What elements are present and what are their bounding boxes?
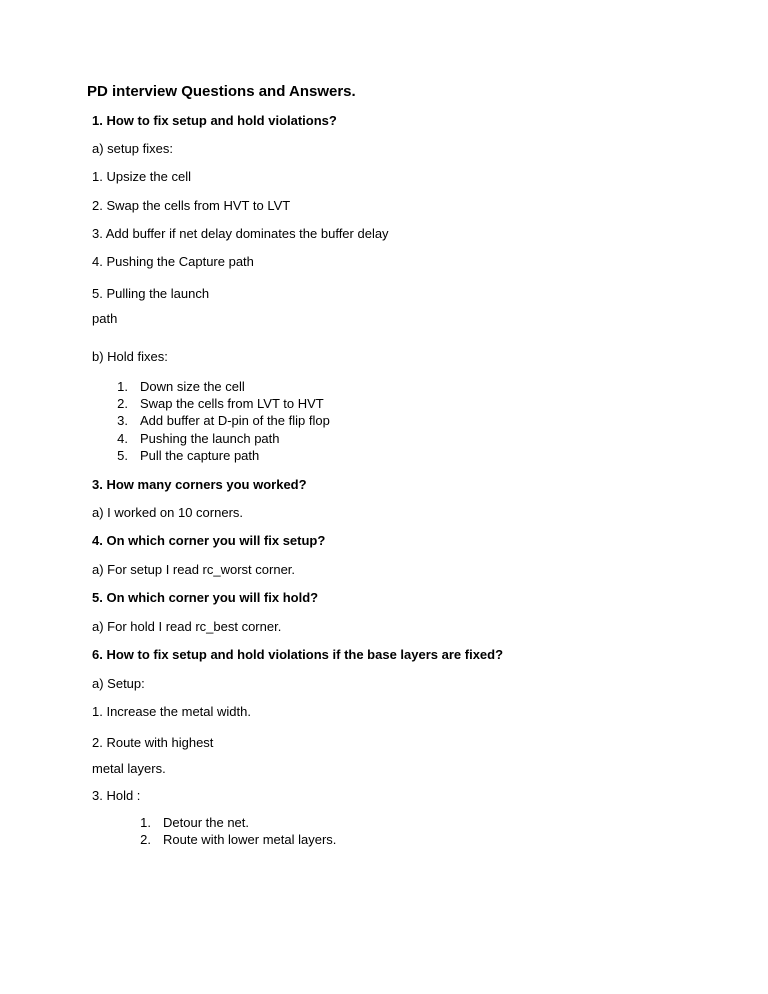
setup-fix-item: 4. Pushing the Capture path [92,254,254,269]
hold-fixes-heading: b) Hold fixes: [92,349,168,364]
question-3: 3. How many corners you worked? [92,477,307,492]
list-number: 2. [117,396,128,411]
question-1: 1. How to fix setup and hold violations? [92,113,337,128]
setup-fix-item: path [92,311,118,326]
list-number: 2. [140,832,151,847]
list-item: Pushing the launch path [140,431,280,446]
answer-6-item: 3. Hold : [92,788,141,803]
setup-fixes-heading: a) setup fixes: [92,141,173,156]
answer-5: a) For hold I read rc_best corner. [92,619,282,634]
answer-3: a) I worked on 10 corners. [92,505,244,520]
list-number: 1. [140,815,151,830]
setup-fix-item: 5. Pulling the launch [92,286,210,301]
list-item: Detour the net. [163,815,249,830]
answer-6-item: 2. Route with highest [92,735,214,750]
page-title: PD interview Questions and Answers. [87,83,356,100]
list-item: Down size the cell [140,379,245,394]
question-6: 6. How to fix setup and hold violations if the base layers are fixed? [92,647,504,662]
list-number: 1. [117,379,128,394]
answer-6-item: 1. Increase the metal width. [92,704,251,719]
list-item: Route with lower metal layers. [163,832,337,847]
list-number: 5. [117,448,128,463]
answer-4: a) For setup I read rc_worst corner. [92,562,296,577]
list-number: 4. [117,431,128,446]
setup-fix-item: 1. Upsize the cell [92,169,191,184]
answer-6-heading: a) Setup: [92,676,145,691]
question-4: 4. On which corner you will fix setup? [92,533,326,548]
question-5: 5. On which corner you will fix hold? [92,590,319,605]
list-item: Pull the capture path [140,448,260,463]
setup-fix-item: 2. Swap the cells from HVT to LVT [92,198,291,213]
list-number: 3. [117,413,128,428]
list-item: Swap the cells from LVT to HVT [140,396,324,411]
answer-6-item: metal layers. [92,761,166,776]
setup-fix-item: 3. Add buffer if net delay dominates the buffer delay [92,226,389,241]
list-item: Add buffer at D-pin of the flip flop [140,413,330,428]
